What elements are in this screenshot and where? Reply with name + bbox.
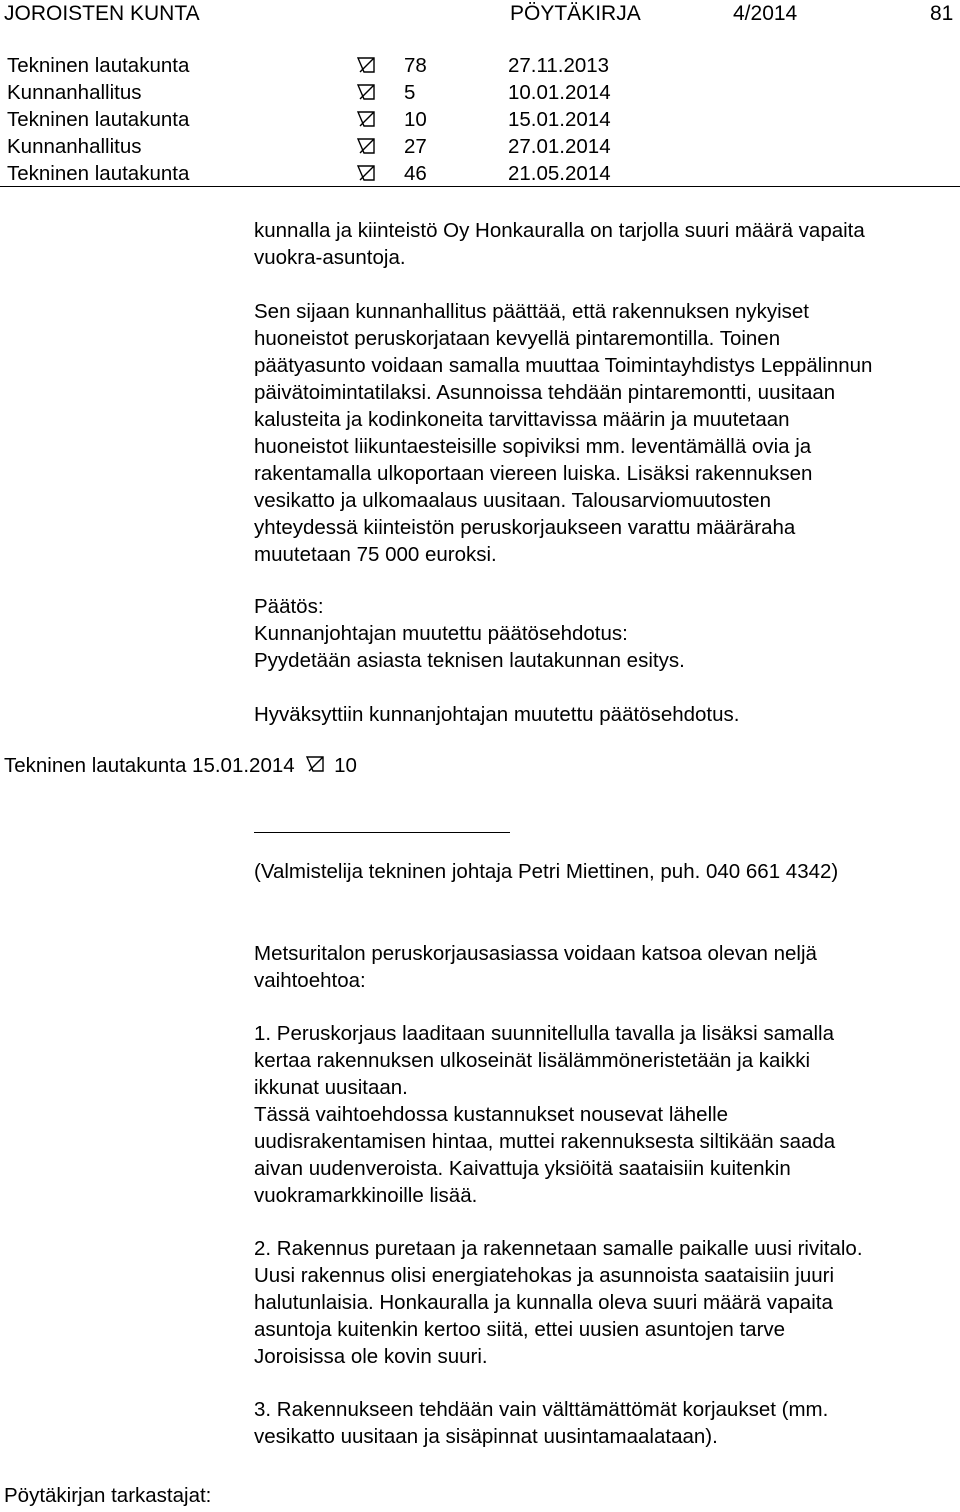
decision-block <box>254 593 959 674</box>
text-line: huoneistot liikuntaesteisille sopiviksi mm. leventämällä ovia ja <box>254 435 812 458</box>
section-heading <box>4 753 357 778</box>
text-line: Uusi rakennus olisi energiatehokas ja asunnoista saataisiin juuri <box>254 1264 835 1287</box>
paragraph <box>254 217 959 271</box>
decision-result <box>254 701 959 728</box>
text-line: vaihtoehtoa: <box>254 969 366 992</box>
paragraph <box>254 298 959 568</box>
history-number: 5 <box>404 81 416 104</box>
history-body: Kunnanhallitus <box>7 135 142 158</box>
text-line: yhteydessä kiinteistön peruskorjaukseen varattu määräraha <box>254 516 796 539</box>
history-date: 27.01.2014 <box>508 135 611 158</box>
section-label: Tekninen lautakunta 15.01.2014 <box>4 754 295 777</box>
text-line: kalusteita ja kodinkoneita tarvittavissa määrin ja muutetaan <box>254 408 790 431</box>
text-line: uudisrakentamisen hintaa, muttei rakennuksesta siltikään saada <box>254 1130 836 1153</box>
text-line: Hyväksyttiin kunnanjohtajan muutettu päätösehdotus. <box>254 703 740 726</box>
arrow-icon <box>355 108 377 133</box>
history-date: 27.11.2013 <box>508 54 610 77</box>
history-row <box>7 135 947 161</box>
paragraph <box>254 940 959 994</box>
history-number: 27 <box>404 135 427 158</box>
section-number: 10 <box>334 754 357 777</box>
text-line: rakentamalla ulkoportaan viereen luiska. Lisäksi rakennuksen <box>254 462 813 485</box>
text-line: vesikatto ja ulkomaalaus uusitaan. Talousarviomuutosten <box>254 489 771 512</box>
text-line: 1. Peruskorjaus laaditaan suunnitellulla tavalla ja lisäksi samalla <box>254 1022 835 1045</box>
history-body: Tekninen lautakunta <box>7 108 190 131</box>
history-row <box>7 54 947 80</box>
history-number: 78 <box>404 54 427 77</box>
text-line: aivan uudenveroista. Kaivattuja yksiöitä saataisiin kuitenkin <box>254 1157 791 1180</box>
text-line: halutunlaisia. Honkauralla ja kunnalla oleva suuri määrä vapaita <box>254 1291 833 1314</box>
history-number: 10 <box>404 108 427 131</box>
text-line: vuokramarkkinoille lisää. <box>254 1184 478 1207</box>
arrow-icon <box>355 162 377 187</box>
arrow-icon <box>355 135 377 160</box>
text-line: kunnalla ja kiinteistö Oy Honkauralla on tarjolla suuri määrä vapaita <box>254 219 865 242</box>
text-line: huoneistot peruskorjataan kevyellä pintaremontilla. Toinen <box>254 327 781 350</box>
text-line: ikkunat uusitaan. <box>254 1076 408 1099</box>
history-row <box>7 81 947 107</box>
text-line: Tässä vaihtoehdossa kustannukset nousevat lähelle <box>254 1103 729 1126</box>
text-line: Kunnanjohtajan muutettu päätösehdotus: <box>254 622 628 645</box>
history-body: Kunnanhallitus <box>7 81 142 104</box>
option-3 <box>254 1396 959 1450</box>
arrow-icon <box>355 81 377 106</box>
municipality-name: JOROISTEN KUNTA <box>4 2 200 25</box>
history-date: 21.05.2014 <box>508 162 611 185</box>
text-line: Sen sijaan kunnanhallitus päättää, että rakennuksen nykyiset <box>254 300 810 323</box>
issue-number: 4/2014 <box>733 2 798 25</box>
text-line: päätyasunto voidaan samalla muuttaa Toimintayhdistys Leppälinnun <box>254 354 873 377</box>
decision-heading: Päätös: <box>254 595 324 618</box>
history-number: 46 <box>404 162 427 185</box>
page-number: 81 <box>930 2 954 25</box>
option-2 <box>254 1235 959 1370</box>
text-line: 2. Rakennus puretaan ja rakennetaan samalle paikalle uusi rivitalo. <box>254 1237 863 1260</box>
history-date: 10.01.2014 <box>508 81 611 104</box>
text-line: Pyydetään asiasta teknisen lautakunnan esitys. <box>254 649 685 672</box>
history-body: Tekninen lautakunta <box>7 162 190 185</box>
document-type: PÖYTÄKIRJA <box>510 2 641 25</box>
text-line: vuokra-asuntoja. <box>254 246 406 269</box>
text-line: Metsuritalon peruskorjausasiassa voidaan katsoa olevan neljä <box>254 942 817 965</box>
history-date: 15.01.2014 <box>508 108 611 131</box>
text-line: vesikatto uusitaan ja sisäpinnat uusintamaalataan). <box>254 1425 718 1448</box>
text-line: päivätoimintatilaksi. Asunnoissa tehdään pintaremontti, uusitaan <box>254 381 836 404</box>
arrow-icon <box>355 54 377 79</box>
option-1 <box>254 1020 959 1209</box>
divider <box>0 186 960 187</box>
signature-line <box>254 832 510 833</box>
footer-label: Pöytäkirjan tarkastajat: <box>4 1484 212 1507</box>
text-line: muutetaan 75 000 euroksi. <box>254 543 497 566</box>
text-line: 3. Rakennukseen tehdään vain välttämättömät korjaukset (mm. <box>254 1398 829 1421</box>
history-body: Tekninen lautakunta <box>7 54 190 77</box>
history-row <box>7 108 947 134</box>
text-line: kertaa rakennuksen ulkoseinät lisälämmöneristetään ja kaikki <box>254 1049 811 1072</box>
preparer-note: (Valmistelija tekninen johtaja Petri Miettinen, puh. 040 661 4342) <box>254 860 839 883</box>
arrow-icon <box>304 753 326 778</box>
text-line: Joroisissa ole kovin suuri. <box>254 1345 488 1368</box>
history-row <box>7 162 947 188</box>
text-line: asuntoja kuitenkin kertoo siitä, ettei uusien asuntojen tarve <box>254 1318 786 1341</box>
